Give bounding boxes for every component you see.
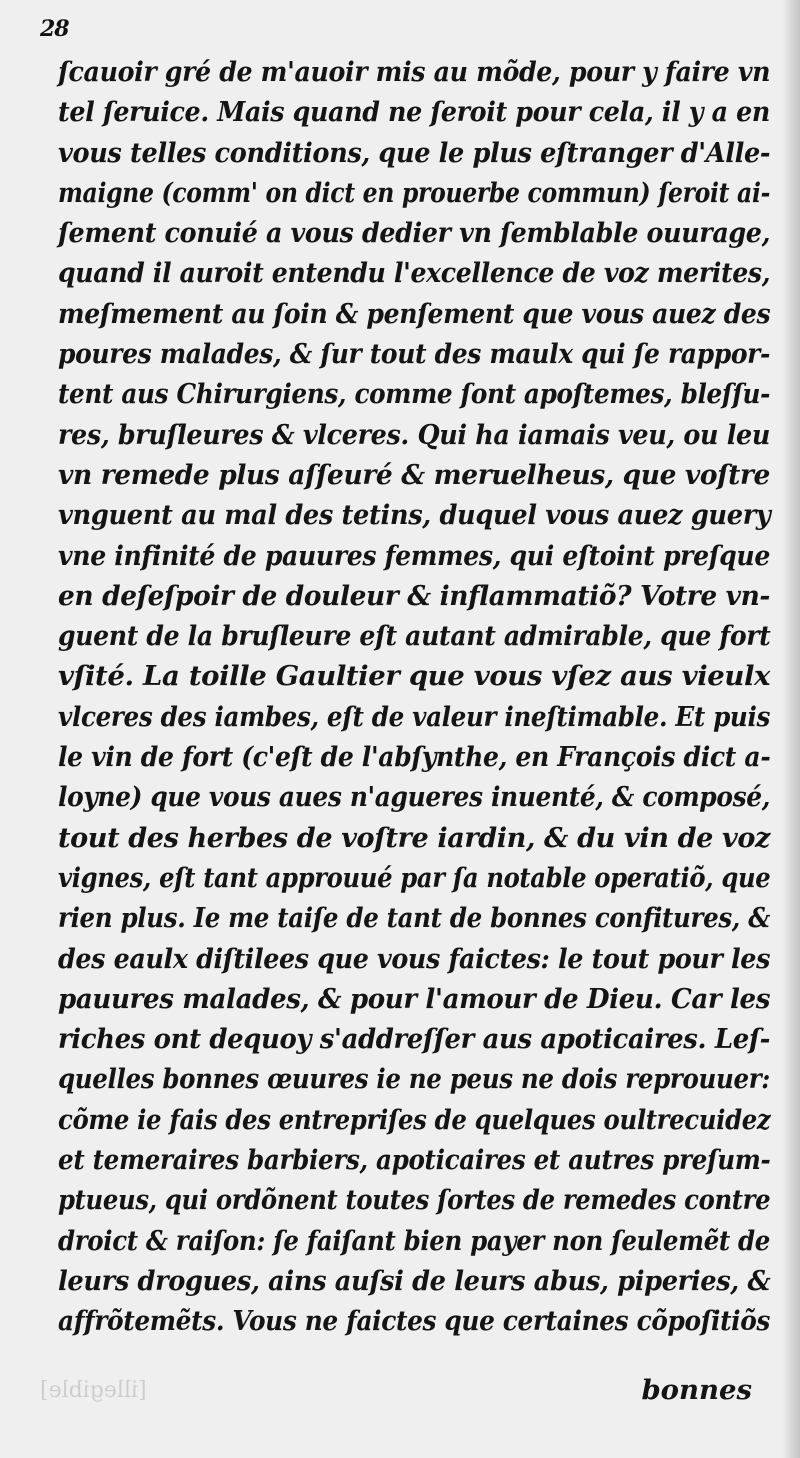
- text-line: le vin de fort (c'eſt de l'abſynthe, en François dict a-: [58, 741, 771, 774]
- text-line: cõme ie fais des entrepriſes de quelques oultrecuidez: [58, 1103, 771, 1136]
- text-line: vne infinité de pauures femmes, qui eſtoint preſque: [58, 539, 770, 572]
- text-line: ſement conuié a vous dedier vn ſemblable ouurage,: [58, 217, 771, 250]
- text-line: ptueus, qui ordõnent toutes ſortes de remedes contre: [58, 1184, 771, 1217]
- text-line: loyne) que vous aues n'agueres inuenté, & composé,: [58, 781, 770, 814]
- text-line: quelles bonnes œuures ie ne peus ne dois reprouuer:: [58, 1063, 770, 1096]
- text-line: riches ont dequoy s'addreſſer aus apoticaires. Leſ-: [58, 1023, 770, 1056]
- text-line: res, bruſleures & vlceres. Qui ha iamais veu, ou leu: [58, 418, 770, 451]
- text-line: tout des herbes de voſtre iardin, & du vin de voz: [58, 821, 770, 854]
- text-line: des eaulx diſtilees que vous faictes: le tout pour les: [58, 942, 770, 975]
- text-line: leurs drogues, ains auſsi de leurs abus, piperies, &: [58, 1264, 771, 1297]
- text-line: maigne (comm' on dict en prouerbe commun) ſeroit ai-: [58, 176, 770, 209]
- text-line: guent de la bruſleure eſt autant admirable, que fort: [58, 620, 771, 653]
- text-line: tel ſeruice. Mais quand ne ſeroit pour cela, il y a en: [58, 96, 770, 129]
- page-number: 28: [40, 16, 69, 42]
- text-line: vous telles conditions, que le plus eſtranger d'Alle-: [58, 136, 771, 169]
- catchword: bonnes: [641, 1374, 752, 1406]
- text-line: droict & raiſon: ſe faiſant bien payer non ſeulemẽt de: [58, 1224, 770, 1257]
- text-line: tent aus Chirurgiens, comme ſont apoſtemes, bleſſu-: [58, 378, 770, 411]
- text-line: vignes, eſt tant approuué par ſa notable operatiõ, que: [58, 861, 771, 894]
- text-line: et temeraires barbiers, apoticaires et autres preſum-: [58, 1144, 771, 1177]
- text-line: pauures malades, & pour l'amour de Dieu. Car les: [58, 982, 771, 1015]
- text-line: poures malades, & ſur tout des maulx qui ſe rappor-: [58, 338, 770, 371]
- text-line: affrõtemẽts. Vous ne faictes que certaines cõpoſitiõs: [58, 1305, 771, 1338]
- text-line: vn remede plus aſſeuré & meruelheus, que voſtre: [58, 458, 770, 491]
- text-line: vnguent au mal des tetins, duquel vous auez guery: [58, 499, 771, 532]
- page-edge-shadow: [782, 0, 800, 1458]
- text-line: vſité. La toille Gaultier que vous vſez aus vieulx: [58, 660, 770, 693]
- bleed-through-text: [illegible]: [40, 1378, 147, 1403]
- text-line: quand il auroit entendu l'excellence de voz merites,: [58, 257, 771, 290]
- text-line: en deſeſpoir de douleur & inflammatiõ? Votre vn-: [58, 579, 770, 612]
- text-line: vlceres des iambes, eſt de valeur ineſtimable. Et puis: [58, 700, 770, 733]
- text-line: rien plus. Ie me taiſe de tant de bonnes confitures, &: [58, 902, 770, 935]
- text-line: meſmement au ſoin & penſement que vous auez des: [58, 297, 771, 330]
- text-line: ſcauoir gré de m'auoir mis au mõde, pour y faire vn: [58, 56, 771, 88]
- page-text-body: [58, 52, 770, 1342]
